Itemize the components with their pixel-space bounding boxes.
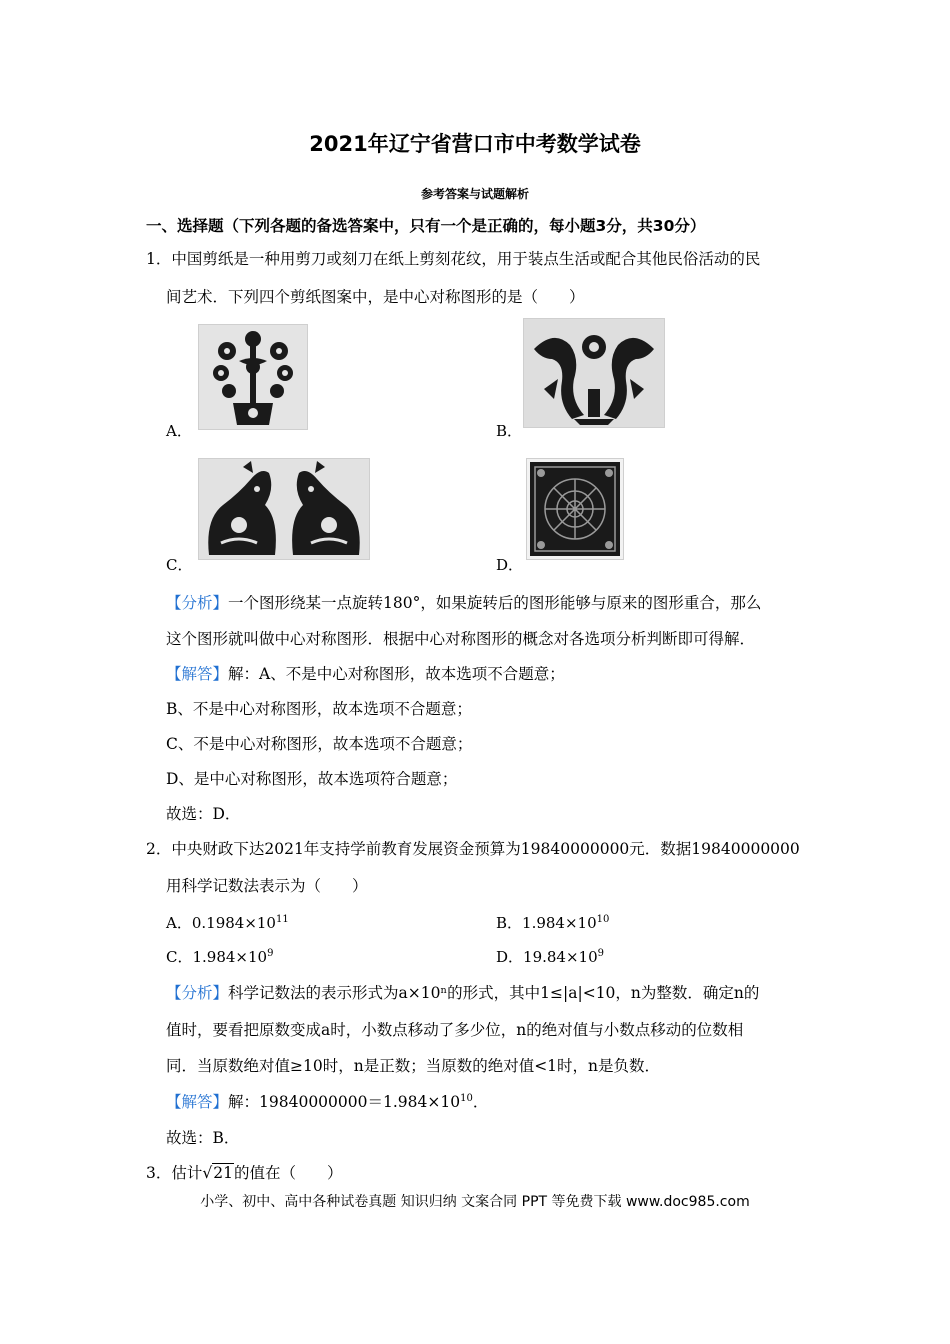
q3-stem: 3．估计√21的值在（ ） xyxy=(146,1164,343,1182)
q2-stem-line2: 用科学记数法表示为（ ） xyxy=(166,877,368,895)
answer-tag: 【解答】 xyxy=(166,665,229,683)
q2-analysis-line1: 【分析】科学记数法的表示形式为a×10ⁿ的形式，其中1≤|a|<10，n为整数．确定n的 xyxy=(166,984,760,1002)
q2-answer-line: 【解答】解：$19840000000=1.984\times 10^{10}$． xyxy=(166,1093,489,1111)
section-heading: 一、选择题（下列各题的备选答案中，只有一个是正确的，每小题3分，共30分） xyxy=(146,217,706,235)
q2-option-a: A．$0.1984\times 10^{11}$ xyxy=(166,914,289,932)
q1-stem-line2: 间艺术．下列四个剪纸图案中，是中心对称图形的是（ ） xyxy=(166,288,585,306)
q2-analysis-line3: 同．当原数绝对值≥10时，n是正数；当原数的绝对值<1时，n是负数． xyxy=(166,1057,661,1075)
q1-answer-line1: 【解答】解：A、不是中心对称图形，故本选项不合题意； xyxy=(166,665,565,683)
document-title: 2021年辽宁省营口市中考数学试卷 xyxy=(309,132,641,156)
document-subtitle: 参考答案与试题解析 xyxy=(420,187,529,201)
q2-option-c: C．$1.984\times 10^9$ xyxy=(166,948,274,966)
analysis-tag: 【分析】 xyxy=(166,594,229,612)
q1-option-a-image xyxy=(198,324,308,430)
q1-option-c-image xyxy=(198,458,370,560)
q1-answer-line2: B、不是中心对称图形，故本选项不合题意； xyxy=(166,700,472,718)
q1-analysis-line2: 这个图形就叫做中心对称图形．根据中心对称图形的概念对各选项分析判断即可得解． xyxy=(166,630,756,648)
q1-option-d-image xyxy=(526,458,624,560)
q1-option-a-label: A． xyxy=(166,422,192,440)
q1-option-b-label: B． xyxy=(496,422,523,440)
q1-stem-line1: 1．中国剪纸是一种用剪刀或刻刀在纸上剪刻花纹，用于装点生活或配合其他民俗活动的民 xyxy=(146,250,761,268)
sqrt-symbol: √21 xyxy=(202,1164,233,1182)
q2-stem-line1: 2．中央财政下达2021年支持学前教育发展资金预算为19840000000元．数据19840000000 xyxy=(146,840,800,858)
q1-answer-line4: D、是中心对称图形，故本选项符合题意； xyxy=(166,770,458,788)
q1-option-b-image xyxy=(523,318,665,428)
page-footer: 小学、初中、高中各种试卷真题 知识归纳 文案合同 PPT 等免费下载 www.doc985.com xyxy=(200,1194,750,1210)
q1-option-c-label: C． xyxy=(166,556,193,574)
q1-answer-line3: C、不是中心对称图形，故本选项不合题意； xyxy=(166,735,473,753)
q2-option-b: B．$1.984\times 10^{10}$ xyxy=(496,914,610,932)
q2-choice: 故选：B． xyxy=(166,1129,240,1147)
q1-choice: 故选：D． xyxy=(166,805,241,823)
q2-option-d: D．$19.84\times 10^9$ xyxy=(496,948,604,966)
q2-analysis-line2: 值时，要看把原数变成a时，小数点移动了多少位，n的绝对值与小数点移动的位数相 xyxy=(166,1021,744,1039)
analysis-tag: 【分析】 xyxy=(166,984,229,1002)
q1-option-d-label: D． xyxy=(496,556,524,574)
answer-tag: 【解答】 xyxy=(166,1093,229,1111)
q1-analysis-line1: 【分析】一个图形绕某一点旋转180°，如果旋转后的图形能够与原来的图形重合，那么 xyxy=(166,594,762,612)
